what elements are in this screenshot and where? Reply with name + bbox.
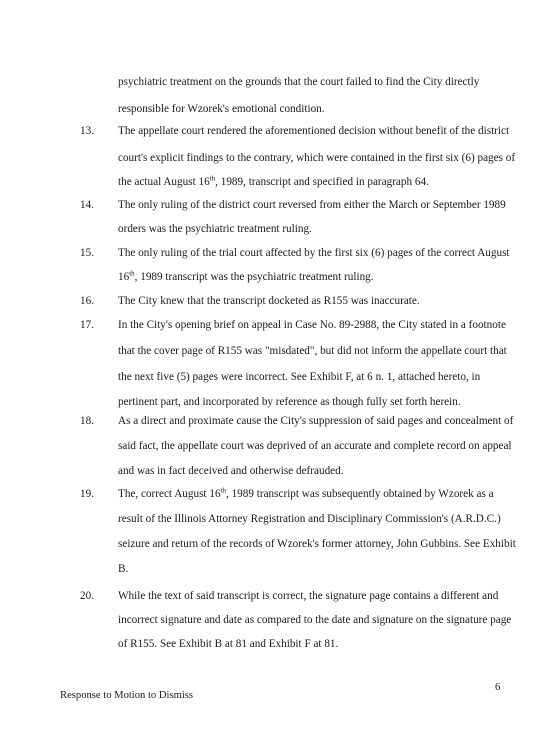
paragraph-number: 20.	[80, 590, 94, 602]
continuation-line-2: responsible for Wzorek's emotional condition.	[118, 103, 325, 115]
ordinal-suffix: th	[220, 486, 226, 495]
paragraph-number: 17.	[80, 319, 94, 331]
paragraph-line: said fact, the appellate court was deprived of an accurate and complete record on appeal	[118, 440, 512, 452]
paragraph-number: 18.	[80, 415, 94, 427]
paragraph-number: 14.	[80, 199, 94, 211]
footer-document-title: Response to Motion to Dismiss	[60, 690, 194, 701]
paragraph-line: of R155. See Exhibit B at 81 and Exhibit F at 81.	[118, 638, 339, 650]
paragraph-number: 15.	[80, 247, 94, 259]
paragraph-line: The, correct August 16th, 1989 transcript was subsequently obtained by Wzorek as a	[118, 486, 494, 500]
paragraph-line: The only ruling of the district court reversed from either the March or September 1989	[118, 199, 506, 211]
paragraph-line: B.	[118, 563, 129, 575]
paragraph-line: The only ruling of the trial court affected by the first six (6) pages of the correct August	[118, 247, 510, 259]
paragraph-line: pertinent part, and incorporated by reference as though fully set forth herein.	[118, 396, 461, 408]
ordinal-suffix: th	[209, 174, 216, 183]
paragraph-line: In the City's opening brief on appeal in Case No. 89-2988, the City stated in a footnote	[118, 319, 506, 331]
paragraph-line: result of the Illinois Attorney Registration and Disciplinary Commission's (A.R.D.C.)	[118, 513, 501, 525]
ordinal-suffix: th	[129, 269, 135, 278]
paragraph-line: incorrect signature and date as compared to the date and signature on the signature page	[118, 614, 512, 626]
paragraph-number: 13.	[80, 125, 94, 137]
paragraph-line-with-superscript	[118, 175, 429, 189]
paragraph-line: that the cover page of R155 was "misdated", but did not inform the appellate court that	[118, 345, 507, 357]
paragraph-line: court's explicit findings to the contrary, which were contained in the first six (6) pages of	[118, 152, 516, 164]
paragraph-line: seizure and return of the records of Wzorek's former attorney, John Gubbins. See Exhibit	[118, 538, 516, 550]
paragraph-line: The appellate court rendered the aforementioned decision without benefit of the district	[118, 125, 510, 137]
paragraph-line: 16th, 1989 transcript was the psychiatric treatment ruling.	[118, 269, 374, 283]
footer-page-number: 6	[495, 682, 501, 693]
paragraph-number: 16.	[80, 295, 94, 307]
paragraph-line: orders was the psychiatric treatment ruling.	[118, 223, 312, 235]
paragraph-line: As a direct and proximate cause the City's suppression of said pages and concealment of	[118, 415, 514, 427]
paragraph-line: the next five (5) pages were incorrect. See Exhibit F, at 6 n. 1, attached hereto, in	[118, 371, 481, 383]
paragraph-line: While the text of said transcript is correct, the signature page contains a different and	[118, 590, 499, 602]
paragraph-line: and was in fact deceived and otherwise defrauded.	[118, 465, 344, 477]
paragraph-text: the actual August 16th, 1989, transcript and specified in paragraph 64.	[118, 174, 429, 188]
paragraph-line: The City knew that the transcript docketed as R155 was inaccurate.	[118, 295, 420, 307]
paragraph-number: 19.	[80, 488, 94, 500]
continuation-line-1: psychiatric treatment on the grounds that the court failed to find the City directly	[118, 76, 480, 88]
